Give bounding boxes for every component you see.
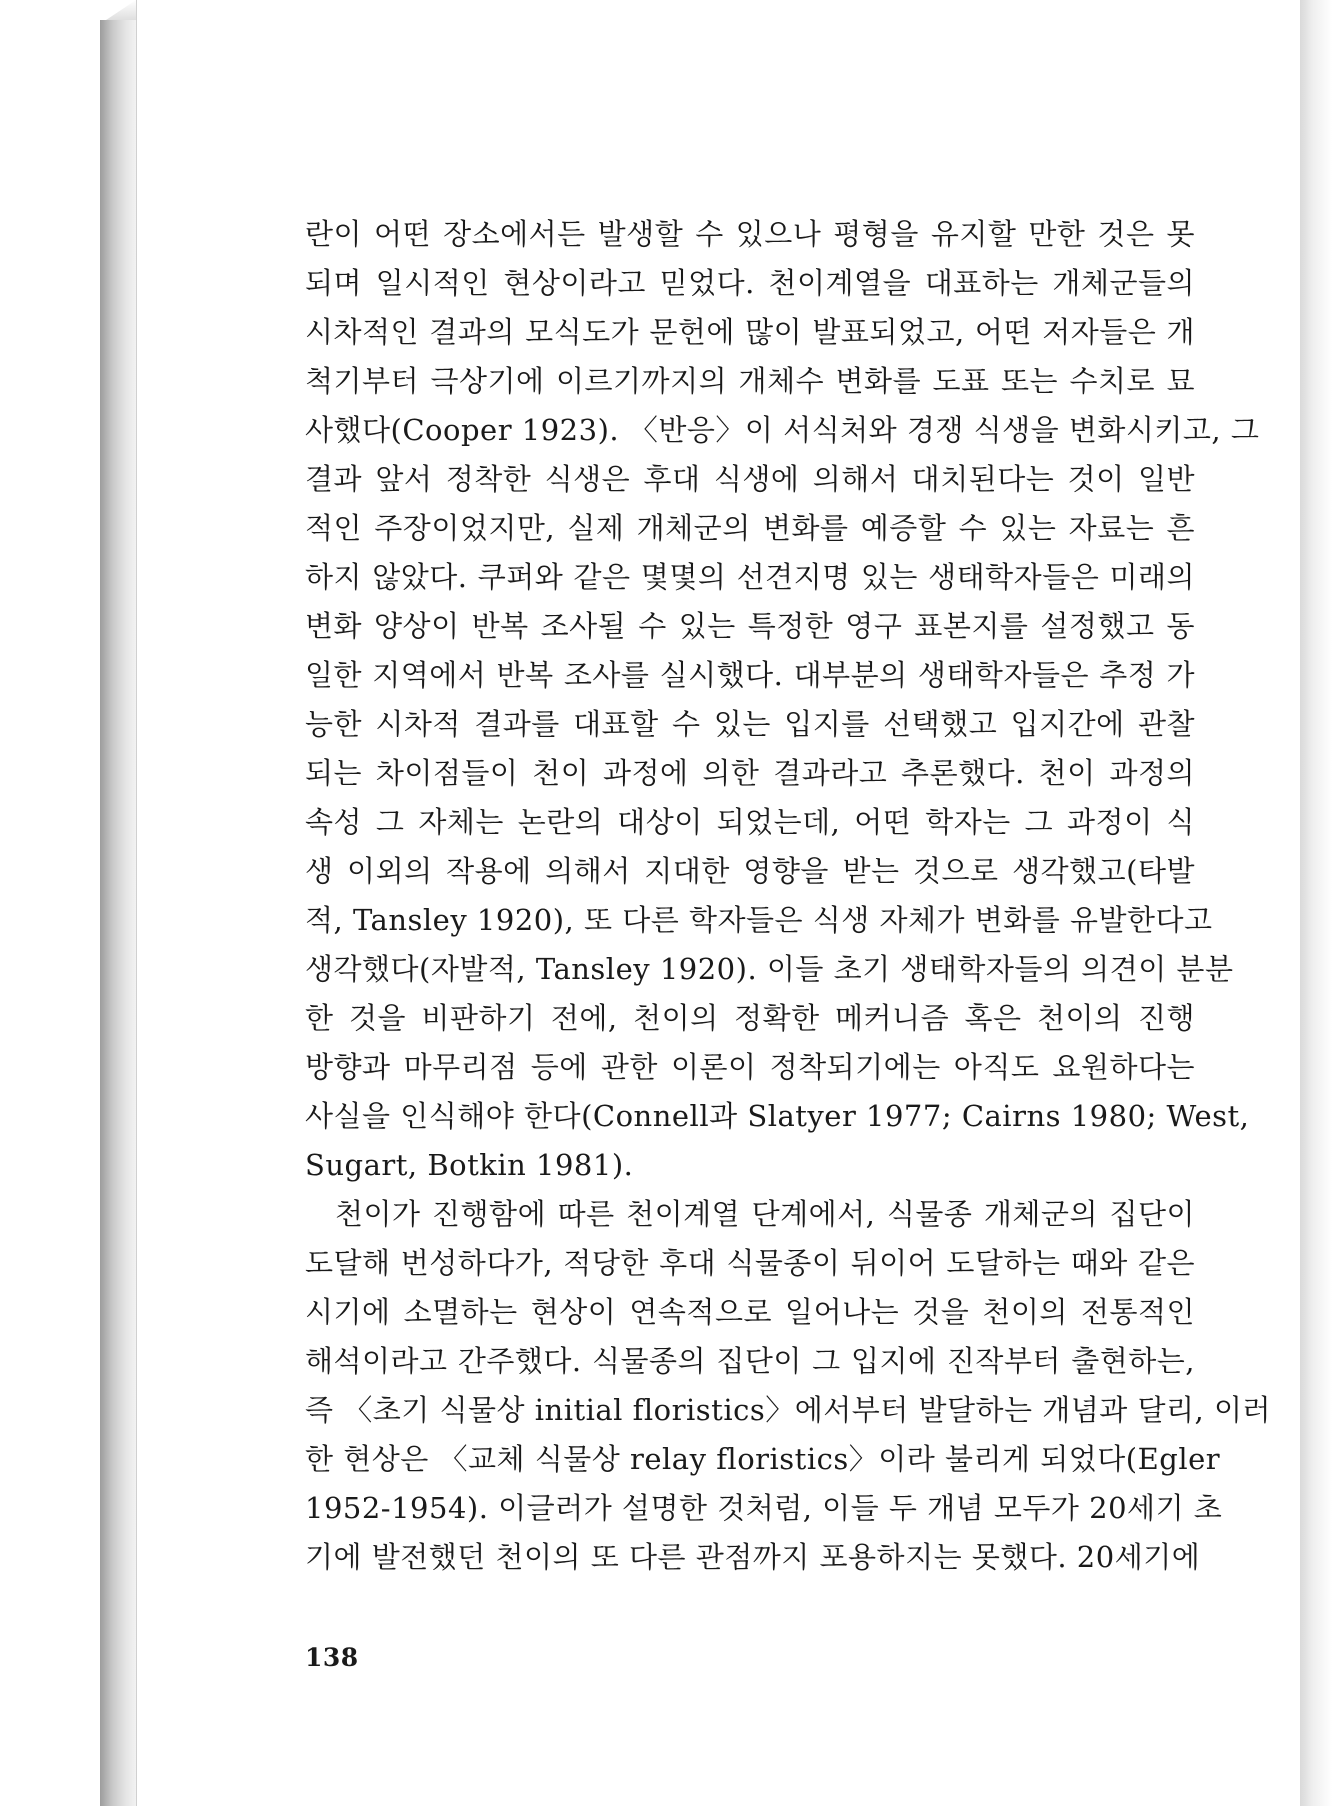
text-line: 되며 일시적인 현상이라고 믿었다. 천이계열을 대표하는 개체군들의	[305, 266, 1195, 300]
text-line: 시기에 소멸하는 현상이 연속적으로 일어나는 것을 천이의 전통적인	[305, 1295, 1195, 1329]
text-line: 도달해 번성하다가, 적당한 후대 식물종이 뒤이어 도달하는 때와 같은	[305, 1246, 1195, 1280]
text-line: 사했다(Cooper 1923). 〈반응〉이 서식처와 경쟁 식생을 변화시키고, 그	[305, 413, 1260, 447]
text-line: 능한 시차적 결과를 대표할 수 있는 입지를 선택했고 입지간에 관찰	[305, 707, 1195, 741]
text-line: 속성 그 자체는 논란의 대상이 되었는데, 어떤 학자는 그 과정이 식	[305, 805, 1195, 839]
text-line: 즉 〈초기 식물상 initial floristics〉에서부터 발달하는 개념과 달리, 이러	[305, 1393, 1272, 1427]
text-line: 사실을 인식해야 한다(Connell과 Slatyer 1977; Cairns 1980; West,	[305, 1099, 1250, 1133]
text-line: 시차적인 결과의 모식도가 문헌에 많이 발표되었고, 어떤 저자들은 개	[305, 315, 1195, 349]
text-line: 1952-1954). 이글러가 설명한 것처럼, 이들 두 개념 모두가 20세기 초	[305, 1491, 1223, 1525]
text-line: 척기부터 극상기에 이르기까지의 개체수 변화를 도표 또는 수치로 묘	[305, 364, 1195, 398]
text-line: 기에 발전했던 천이의 또 다른 관점까지 포용하지는 못했다. 20세기에	[305, 1540, 1201, 1574]
text-line: 천이가 진행함에 따른 천이계열 단계에서, 식물종 개체군의 집단이	[335, 1197, 1195, 1231]
page-number: 138	[305, 1643, 359, 1672]
text-line: 일한 지역에서 반복 조사를 실시했다. 대부분의 생태학자들은 추정 가	[305, 658, 1195, 692]
page-edge-shadow	[1300, 0, 1332, 1806]
text-line: 되는 차이점들이 천이 과정에 의한 결과라고 추론했다. 천이 과정의	[305, 756, 1195, 790]
paragraph-1	[305, 210, 1260, 1190]
text-line: Sugart, Botkin 1981).	[305, 1148, 634, 1182]
paragraph-2	[305, 1190, 1272, 1582]
text-line: 변화 양상이 반복 조사될 수 있는 특정한 영구 표본지를 설정했고 동	[305, 609, 1195, 643]
text-line: 한 것을 비판하기 전에, 천이의 정확한 메커니즘 혹은 천이의 진행	[305, 1001, 1195, 1035]
text-line: 생각했다(자발적, Tansley 1920). 이들 초기 생태학자들의 의견이 분분	[305, 952, 1234, 986]
page-body-text	[305, 210, 1272, 1582]
text-line: 적, Tansley 1920), 또 다른 학자들은 식생 자체가 변화를 유발한다고	[305, 903, 1213, 937]
text-line: 적인 주장이었지만, 실제 개체군의 변화를 예증할 수 있는 자료는 흔	[305, 511, 1195, 545]
text-line: 해석이라고 간주했다. 식물종의 집단이 그 입지에 진작부터 출현하는,	[305, 1344, 1195, 1378]
text-line: 결과 앞서 정착한 식생은 후대 식생에 의해서 대치된다는 것이 일반	[305, 462, 1195, 496]
text-line: 란이 어떤 장소에서든 발생할 수 있으나 평형을 유지할 만한 것은 못	[305, 217, 1195, 251]
text-line: 방향과 마무리점 등에 관한 이론이 정착되기에는 아직도 요원하다는	[305, 1050, 1195, 1084]
text-line: 생 이외의 작용에 의해서 지대한 영향을 받는 것으로 생각했고(타발	[305, 854, 1195, 888]
text-line: 한 현상은 〈교체 식물상 relay floristics〉이라 불리게 되었다(Egler	[305, 1442, 1221, 1476]
book-spine	[100, 20, 136, 1806]
text-line: 하지 않았다. 쿠퍼와 같은 몇몇의 선견지명 있는 생태학자들은 미래의	[305, 560, 1195, 594]
